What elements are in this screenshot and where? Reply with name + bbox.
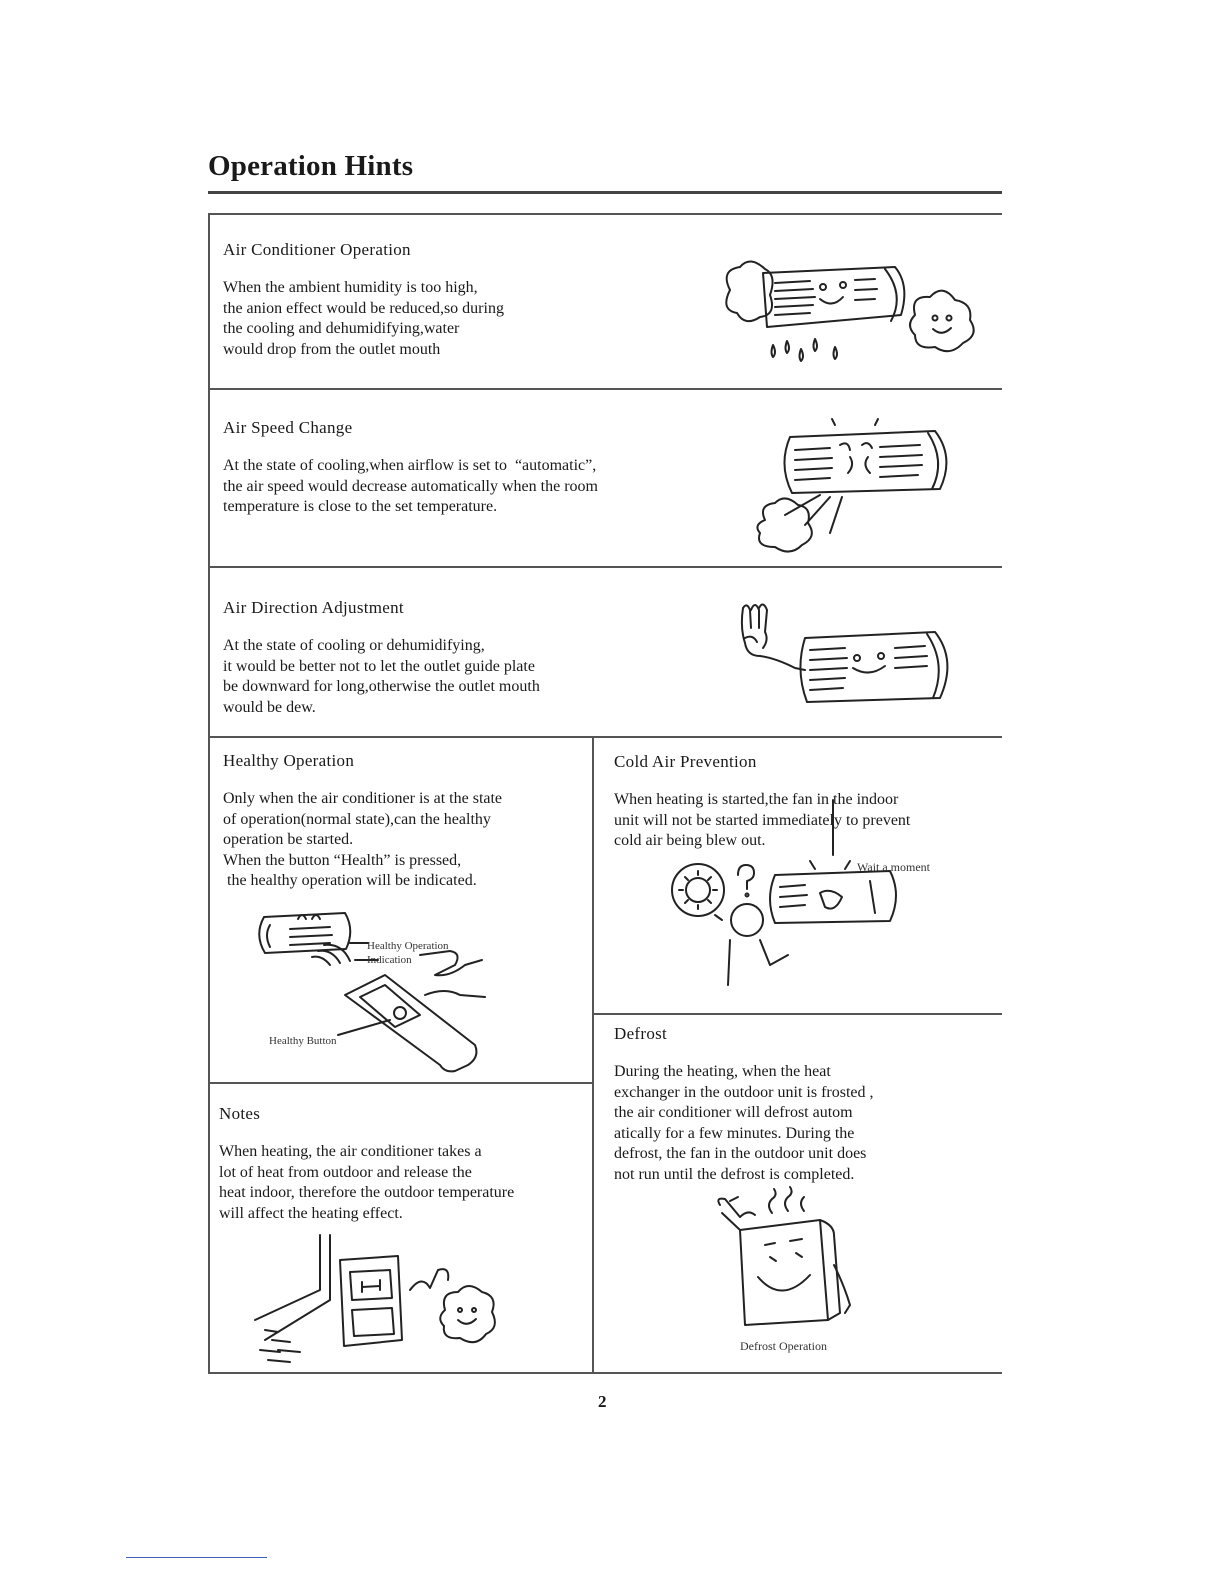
body-line: be downward for long,otherwise the outlet mouth: [223, 678, 540, 696]
body-line: When the ambient humidity is too high,: [223, 279, 478, 296]
body-line: the air conditioner will defrost autom: [614, 1104, 853, 1122]
body-line: will affect the heating effect.: [219, 1204, 403, 1222]
body-line: the healthy operation will be indicated.: [223, 872, 477, 890]
divider: [208, 388, 1002, 390]
section-body: [223, 636, 540, 718]
ac-unit-water-drop-illustration: [715, 255, 985, 370]
body-line: the anion effect would be reduced,so during: [223, 299, 504, 317]
defrost-unit-illustration: [710, 1195, 870, 1335]
body-line: it would be better not to let the outlet guide plate: [223, 657, 535, 675]
section-heading: Air Direction Adjustment: [223, 598, 404, 617]
ac-unit-airflow-illustration: [750, 415, 960, 560]
caption-healthy-button: Healthy Button: [269, 1035, 337, 1047]
caption-indication: Indication: [367, 954, 412, 966]
body-line: not run until the defrost is completed.: [614, 1165, 855, 1183]
outdoor-unit-illustration: [250, 1230, 530, 1370]
section-body: [223, 456, 598, 518]
body-line: operation be started.: [223, 831, 354, 849]
body-line: Only when the air conditioner is at the state: [223, 790, 503, 807]
divider: [593, 1013, 1002, 1015]
body-line: unit will not be started immediately to prevent: [614, 811, 911, 829]
section-notes: [219, 1104, 514, 1224]
section-body: [614, 1062, 874, 1186]
body-line: would drop from the outlet mouth: [223, 340, 441, 358]
section-healthy-operation: [223, 751, 502, 892]
section-heading: Air Speed Change: [223, 418, 353, 437]
section-body: [223, 789, 502, 892]
divider: [208, 1082, 593, 1084]
section-body: [219, 1142, 514, 1224]
section-air-direction-adjustment: [223, 598, 540, 718]
caption-wait-moment: Wait a moment: [857, 860, 931, 874]
body-line: temperature is close to the set temperature.: [223, 498, 498, 516]
section-air-conditioner-operation: [223, 240, 504, 360]
body-line: When heating is started,the fan in the indoor: [614, 791, 899, 808]
section-heading: Defrost: [614, 1024, 668, 1043]
section-heading: Notes: [219, 1104, 261, 1123]
body-line: lot of heat from outdoor and release the: [219, 1163, 472, 1181]
section-heading: Air Conditioner Operation: [223, 240, 411, 259]
body-line: defrost, the fan in the outdoor unit does: [614, 1145, 867, 1163]
title-rule: [208, 191, 1002, 194]
person-waiting-illustration: [660, 795, 910, 995]
section-air-speed-change: [223, 418, 598, 518]
section-body: [223, 278, 504, 360]
column-divider: [592, 736, 594, 1374]
footer-link-underline: [126, 1557, 267, 1558]
caption-defrost-operation: Defrost Operation: [740, 1339, 827, 1353]
body-line: the air speed would decrease automatically when the room: [223, 477, 598, 495]
section-defrost: [614, 1024, 874, 1186]
body-line: would be dew.: [223, 698, 316, 716]
body-line: At the state of cooling,when airflow is set to “automatic”,: [223, 457, 597, 474]
caption-indication: Healthy Operation: [367, 940, 449, 952]
page-number: 2: [598, 1392, 607, 1411]
body-line: exchanger in the outdoor unit is frosted ,: [614, 1083, 874, 1101]
body-line: the cooling and dehumidifying,water: [223, 320, 460, 338]
body-line: atically for a few minutes. During the: [614, 1124, 855, 1142]
divider: [208, 736, 1002, 738]
body-line: When the button “Health” is pressed,: [223, 851, 462, 869]
body-line: heat indoor, therefore the outdoor temperature: [219, 1184, 515, 1202]
section-heading: Healthy Operation: [223, 751, 355, 770]
remote-control-illustration: [250, 905, 500, 1075]
body-line: During the heating, when the heat: [614, 1063, 831, 1080]
page-title: Operation Hints: [208, 150, 414, 182]
ac-unit-waving-illustration: [735, 598, 960, 713]
body-line: When heating, the air conditioner takes a: [219, 1143, 482, 1160]
body-line: cold air being blew out.: [614, 832, 766, 850]
divider: [208, 566, 1002, 568]
body-line: At the state of cooling or dehumidifying,: [223, 637, 485, 654]
body-line: of operation(normal state),can the healthy: [223, 810, 491, 828]
section-heading: Cold Air Prevention: [614, 752, 757, 771]
